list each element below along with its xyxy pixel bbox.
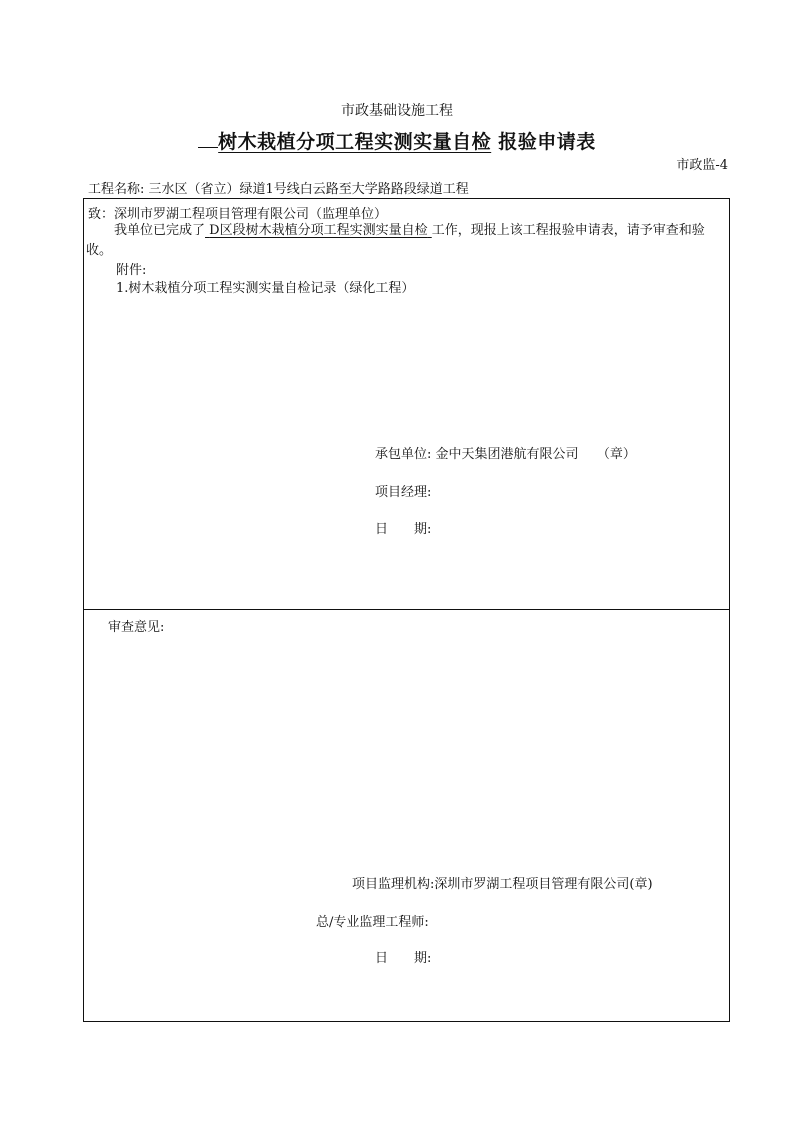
project-name-line — [88, 178, 469, 197]
review-date-label: 日 期: — [375, 951, 432, 966]
contractor-name: 金中天集团港航有限公司 — [435, 447, 579, 462]
title-underline-lead — [198, 129, 218, 148]
attachment-label: 附件: — [116, 263, 147, 278]
attachment-item: 1.树木栽植分项工程实测实量自检记录（绿化工程） — [116, 281, 415, 296]
project-manager-label: 项目经理: — [375, 485, 432, 500]
completed-work: D区段树木栽植分项工程实测实量自检 — [209, 223, 428, 238]
contractor-line — [375, 443, 636, 462]
project-label: 工程名称: — [88, 182, 145, 197]
body-prefix: 我单位已完成了 — [114, 223, 206, 238]
supervisor-line — [352, 873, 653, 892]
title-suffix: 报验申请表 — [491, 131, 596, 153]
supervising-engineer-label: 总/专业监理工程师: — [316, 915, 429, 930]
form-code: 市政监-4 — [676, 158, 728, 173]
application-date-label: 日 期: — [375, 522, 432, 537]
application-body — [86, 221, 726, 261]
project-name: 三水区（省立）绿道1号线白云路至大学路路段绿道工程 — [148, 182, 469, 197]
supervisor-name: 深圳市罗湖工程项目管理有限公司(章) — [434, 877, 653, 892]
body-suffix: 工作，现报上该工程报验申请表，请予审查和验收。 — [86, 223, 705, 258]
contractor-label: 承包单位: — [375, 447, 432, 462]
supervisor-label: 项目监理机构: — [352, 877, 435, 892]
contractor-seal: （章） — [596, 447, 636, 462]
addressee-line: 致：深圳市罗湖工程项目管理有限公司（监理单位） — [88, 207, 388, 222]
title-main: 树木栽植分项工程实测实量自检 — [218, 131, 492, 153]
review-opinion-label: 审查意见: — [108, 620, 165, 635]
document-subtitle: 市政基础设施工程 — [341, 103, 453, 119]
document-title — [0, 127, 794, 154]
